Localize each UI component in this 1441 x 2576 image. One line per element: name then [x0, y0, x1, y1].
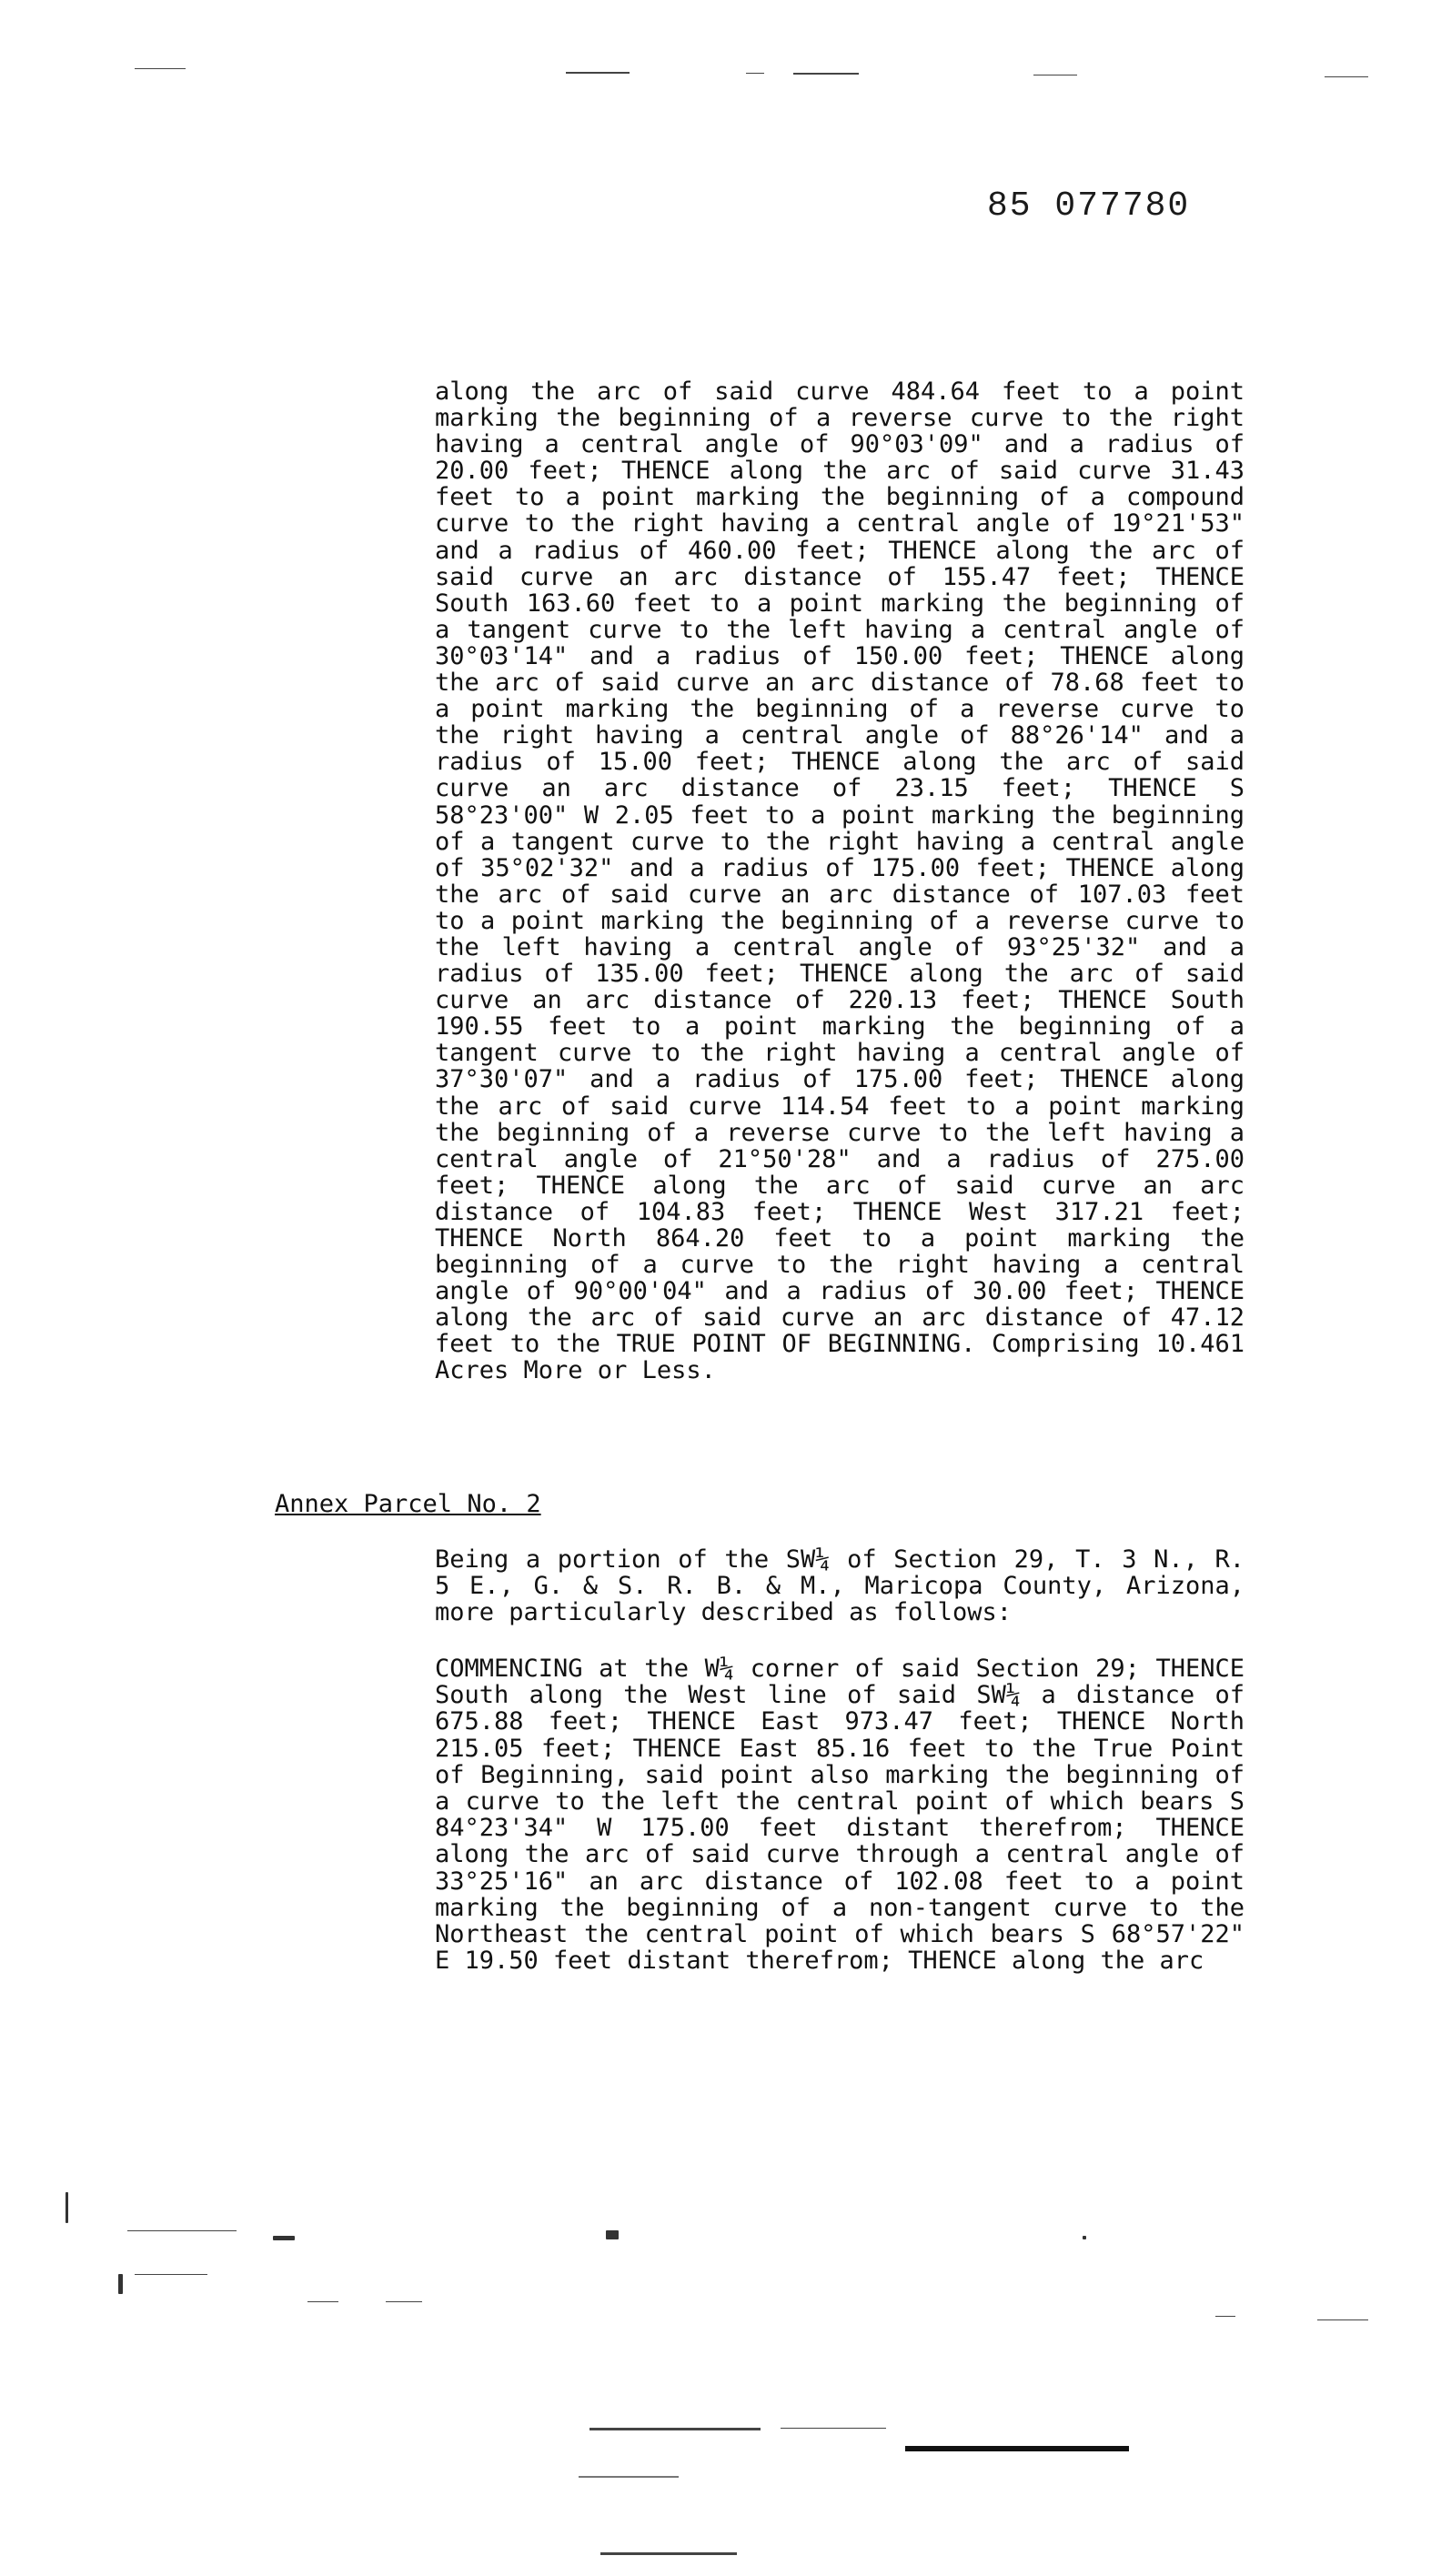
scan-artifact — [135, 2274, 207, 2275]
parcel-location-paragraph: Being a portion of the SW¼ of Section 29, T. 3 N., R. 5 E., G. & S. R. B. & M., Maricopa County, Arizona, more particularly described as follows: — [435, 1545, 1244, 1626]
scan-artifact — [386, 2301, 422, 2302]
scan-artifact — [1325, 76, 1368, 77]
legal-description-paragraph: along the arc of said curve 484.64 feet to a point marking the beginning of a reverse curve to the right having a central angle of 90°03'09" and a radius of 20.00 feet; THENCE along the arc of said curve 31.43 feet to a point marking the beginning of a compound curve to the right having a central angle of 19°21'53" and a radius of 460.00 feet; THENCE along the arc of said curve an arc distance of 155.47 feet; THENCE South 163.60 feet to a point marking the beginning of a tangent curve to the left having a central angle of 30°03'14" and a radius of 150.00 feet; THENCE along the arc of said curve an arc distance of 78.68 feet to a point marking the beginning of a reverse curve to the right having a central angle of 88°26'14" and a radius of 15.00 feet; THENCE along the arc of said curve an arc distance of 23.15 feet; THENCE S 58°23'00" W 2.05 feet to a point marking the beginning of a tangent curve to the right having a central angle of 35°02'32" and a radius of 175.00 feet; THENCE along the arc of said curve an arc distance of 107.03 feet to a point marking the beginning of a reverse curve to the left having a central angle of 93°25'32" and a radius of 135.00 feet; THENCE along the arc of said curve an arc distance of 220.13 feet; THENCE South 190.55 feet to a point marking the beginning of a tangent curve to the right having a central angle of 37°30'07" and a radius of 175.00 feet; THENCE along the arc of said curve 114.54 feet to a point marking the beginning of a reverse curve to the left having a central angle of 21°50'28" and a radius of 275.00 feet; THENCE along the arc of said curve an arc distance of 104.83 feet; THENCE West 317.21 feet; THENCE North 864.20 feet to a point marking the beginning of a curve to the right having a central angle of 90°00'04" and a radius of 30.00 feet; THENCE along the arc of said curve an arc distance of 47.12 feet to the TRUE POINT OF BEGINNING. Comprising 10.461 Acres More or Less. — [435, 377, 1244, 1385]
scan-artifact — [307, 2301, 338, 2302]
scan-artifact — [1215, 2316, 1235, 2317]
document-number: 85 077780 — [987, 186, 1191, 226]
scan-artifact — [127, 2230, 237, 2231]
scan-artifact — [746, 73, 764, 74]
scan-artifact — [135, 68, 186, 69]
scan-artifact — [781, 2428, 886, 2429]
scan-artifact — [118, 2274, 123, 2294]
annex-heading: Annex Parcel No. 2 — [275, 1490, 541, 1518]
scan-artifact — [66, 2192, 68, 2223]
signature-line — [905, 2446, 1129, 2451]
scan-artifact — [606, 2230, 619, 2239]
scan-artifact — [793, 73, 859, 75]
commencing-paragraph: COMMENCING at the W¼ corner of said Section 29; THENCE South along the West line of said SW¼ a distance of 675.88 feet; THENCE East 973.47 feet; THENCE North 215.05 feet; THENCE East 85.16 feet to the True Point of Beginning, said point also marking the beginning of a curve to the left the central point of which bears S 84°23'34" W 175.00 feet distant therefrom; THENCE along the arc of said curve through a central angle of 33°25'16" an arc distance of 102.08 feet to a point marking the beginning of a non-tangent curve to the Northeast the central point of which bears S 68°57'22" E 19.50 feet distant therefrom; THENCE along the arc — [435, 1655, 1244, 1976]
scan-artifact — [600, 2552, 737, 2555]
scan-artifact — [273, 2236, 295, 2240]
scan-artifact — [579, 2476, 679, 2478]
scan-artifact — [1317, 2319, 1368, 2320]
scan-artifact — [590, 2428, 761, 2430]
scan-artifact — [566, 72, 630, 74]
scan-artifact — [1083, 2236, 1086, 2239]
